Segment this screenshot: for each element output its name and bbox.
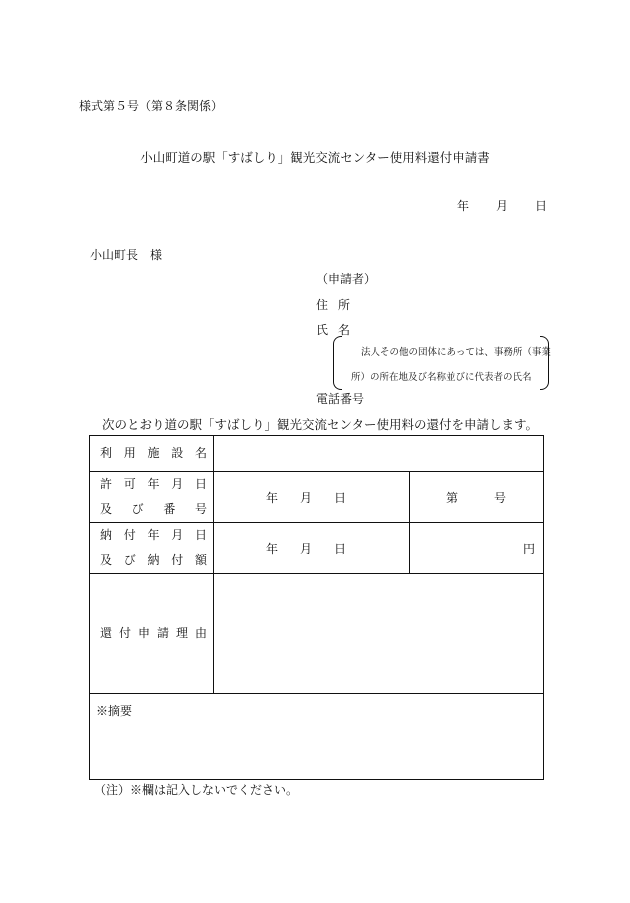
reason-row: [90, 574, 544, 694]
facility-row: [90, 436, 544, 472]
permit-date-year: 年: [266, 490, 279, 505]
yen-unit: 円: [522, 541, 535, 556]
remarks-row: [90, 694, 544, 780]
facility-field[interactable]: [214, 436, 544, 472]
applicant-heading: （申請者）: [316, 272, 377, 286]
address-label: 住所: [316, 298, 361, 312]
payment-date-year: 年: [266, 541, 279, 556]
permit-label-line-2: 及び番号: [100, 502, 207, 516]
corporate-note-bracket: [333, 336, 549, 388]
application-statement: 次のとおり道の駅「すばしり」観光交流センター使用料の還付を申請します。: [102, 417, 539, 432]
left-bracket: [333, 336, 342, 390]
permit-label-line-1: 許可年月日: [100, 477, 207, 491]
date-year: 年: [457, 199, 470, 213]
payment-date-month: 月: [299, 541, 312, 556]
date-day: 日: [534, 199, 547, 213]
payment-date-field[interactable]: [214, 523, 410, 574]
date-month: 月: [495, 199, 508, 213]
permit-date-month: 月: [299, 490, 312, 505]
document-title: 小山町道の駅「すばしり」観光交流センター使用料還付申請書: [140, 150, 490, 165]
payment-label-line-1: 納付年月日: [100, 528, 207, 542]
name-label: 氏名: [316, 323, 361, 337]
facility-label: 利用施設名: [90, 436, 214, 472]
permit-number-prefix: 第: [446, 490, 459, 505]
application-date: [457, 197, 547, 214]
payment-amount-field[interactable]: [410, 523, 544, 574]
addressee: 小山町長 様: [90, 248, 163, 262]
remarks-label: ※摘要: [96, 704, 133, 718]
remarks-field: [90, 694, 544, 780]
reason-field[interactable]: [214, 574, 544, 694]
footnote: （注）※欄は記入しないでください。: [94, 783, 299, 797]
corporate-note-line-2: 所）の所在地及び名称並びに代表者の氏名: [351, 372, 532, 383]
payment-label: [90, 523, 214, 574]
payment-date-day: 日: [333, 541, 346, 556]
payment-row: [90, 523, 544, 574]
form-number: 様式第５号（第８条関係）: [79, 99, 224, 113]
permit-label: [90, 472, 214, 523]
permit-row: [90, 472, 544, 523]
permit-date-field[interactable]: [214, 472, 410, 523]
corporate-note-line-1: 法人その他の団体にあっては、事務所（事業: [361, 347, 551, 358]
phone-label: 電話番号: [316, 392, 365, 406]
permit-number-suffix: 号: [493, 490, 506, 505]
reason-label: 還付申請理由: [90, 574, 214, 694]
payment-label-line-2: 及び納付額: [100, 553, 207, 567]
permit-number-field[interactable]: [410, 472, 544, 523]
application-table: [89, 435, 544, 780]
permit-date-day: 日: [333, 490, 346, 505]
